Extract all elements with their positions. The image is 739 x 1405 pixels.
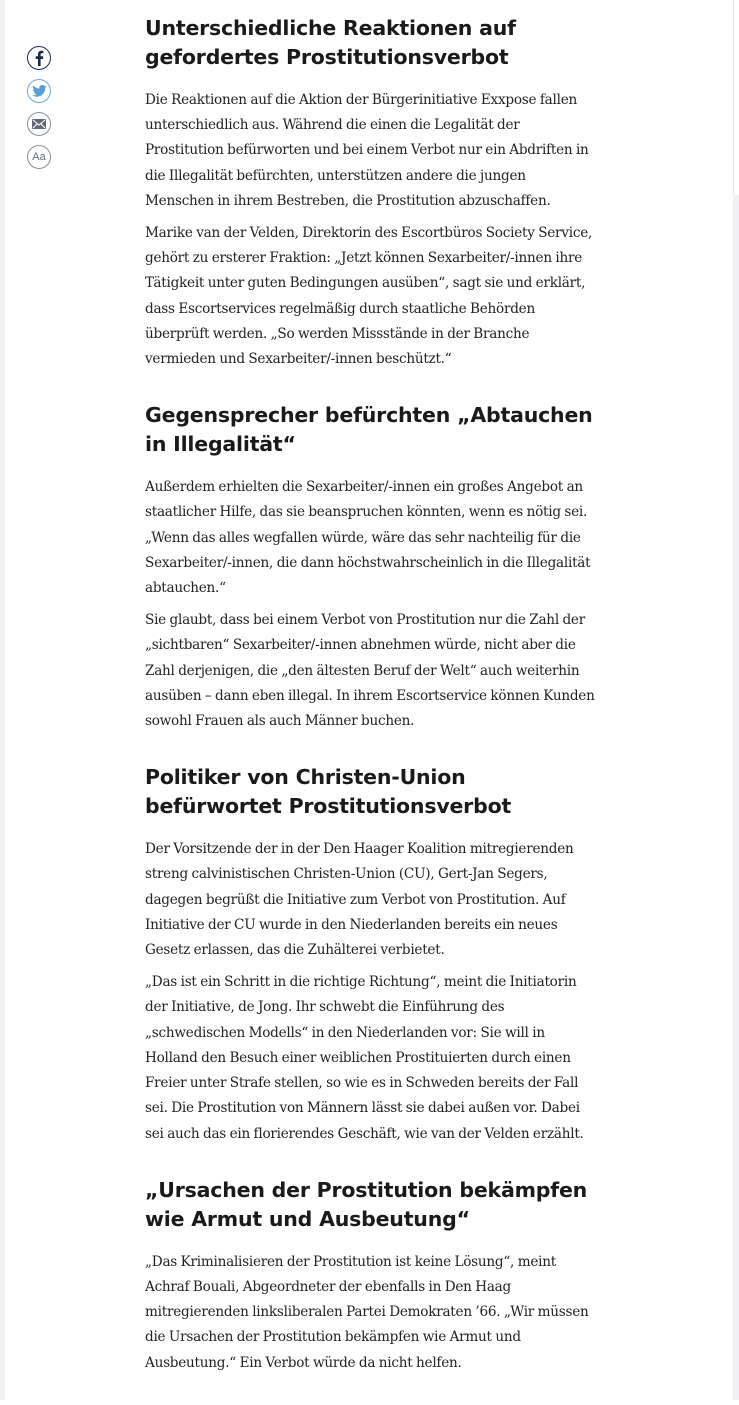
share-facebook-button[interactable] bbox=[27, 46, 51, 70]
twitter-icon bbox=[32, 85, 47, 97]
article-section bbox=[145, 1176, 597, 1376]
facebook-icon bbox=[33, 50, 45, 66]
article-section bbox=[145, 401, 597, 734]
article-section bbox=[145, 763, 597, 1146]
mail-icon bbox=[32, 119, 46, 129]
font-size-icon: Aa bbox=[32, 150, 46, 163]
share-bar bbox=[27, 46, 51, 178]
article-body bbox=[145, 14, 597, 1405]
paragraph: „Das ist ein Schritt in die richtige Richtung“, meint die Initiatorin der Initiative, de Jong. Ihr schwebt die Einführung des „schwedischen Modells“ in den Niederlanden vor: Sie will in Holland den Besuch einer weiblichen Prostituierten durch einen Freier unter Strafe stellen, so wie es in Schweden bereits der Fall sei. Die Prostitution von Männern lässt sie dabei außen vor. Dabei sei auch das ein florierendes Geschäft, wie van der Velden erzählt. bbox=[145, 974, 584, 1142]
section-heading: Politiker von Christen-Union befürwortet Prostitutionsverbot bbox=[145, 765, 512, 819]
font-size-button[interactable] bbox=[27, 145, 51, 169]
right-gutter bbox=[733, 195, 739, 1400]
paragraph: „Das Kriminalisieren der Prostitution ist keine Lösung“, meint Achraf Bouali, Abgeordneter der ebenfalls in Den Haag mitregierenden linksliberalen Partei Demokraten ’66. „Wir müssen die Ursachen der Prostitution bekämpfen wie Armut und Ausbeutung.“ Ein Verbot würde da nicht helfen. bbox=[145, 1253, 589, 1371]
right-gutter-top bbox=[733, 0, 739, 195]
paragraph: Sie glaubt, dass bei einem Verbot von Prostitution nur die Zahl der „sichtbaren“ Sexarbeiter/-innen abnehmen würde, nicht aber die Zahl derjenigen, die „den ältesten Beruf der Welt“ auch weiterhin ausüben – dann eben illegal. In ihrem Escortservice können Kunden sowohl Frauen als auch Männer buchen. bbox=[145, 612, 595, 730]
paragraph: Außerdem erhielten die Sexarbeiter/-innen ein großes Angebot an staatlicher Hilfe, das sie beanspruchen könnten, wenn es nötig sei. „Wenn das alles wegfallen würde, wäre das sehr nachteilig für die Sexarbeiter/-innen, die dann höchstwahrscheinlich in die Illegalität abtauchen.“ bbox=[145, 479, 591, 597]
section-heading: „Ursachen der Prostitution bekämpfen wie Armut und Ausbeutung“ bbox=[145, 1177, 588, 1231]
section-heading: Unterschiedliche Reaktionen auf gefordertes Prostitutionsverbot bbox=[145, 16, 516, 69]
paragraph: Marike van der Velden, Direktorin des Escortbüros Society Service, gehört zu ersterer Fraktion: „Jetzt können Sexarbeiter/-innen ihre Tätigkeit unter guten Bedingungen ausüben“, sagt sie und erklärt, dass Escortservices regelmäßig durch staatliche Behörden überprüft werden. „So werden Missstände in der Branche vermieden und Sexarbeiter/-innen beschützt.“ bbox=[145, 225, 593, 368]
paragraph: Der Vorsitzende der in der Den Haager Koalition mitregierenden streng calvinistischen Christen-Union (CU), Gert-Jan Segers, dagegen begrüßt die Initiative zum Verbot von Prostitution. Auf Initiative der CU wurde in den Niederlanden bereits ein neues Gesetz erlassen, das die Zuhälterei verbietet. bbox=[145, 841, 574, 959]
section-heading: Gegensprecher befürchten „Abtauchen in Illegalität“ bbox=[145, 403, 593, 457]
paragraph: Die Reaktionen auf die Aktion der Bürgerinitiative Exxpose fallen unterschiedlich aus. Während die einen die Legalität der Prostitution befürworten und bei einem Verbot nur ein Abdriften in die Illegalität befürchten, unterstützen andere die jungen Menschen in ihrem Bestreben, die Prostitution abzuschaffen. bbox=[145, 92, 589, 209]
article-section bbox=[145, 14, 597, 372]
share-mail-button[interactable] bbox=[27, 112, 51, 136]
left-gutter bbox=[0, 0, 5, 1400]
share-twitter-button[interactable] bbox=[27, 79, 51, 103]
